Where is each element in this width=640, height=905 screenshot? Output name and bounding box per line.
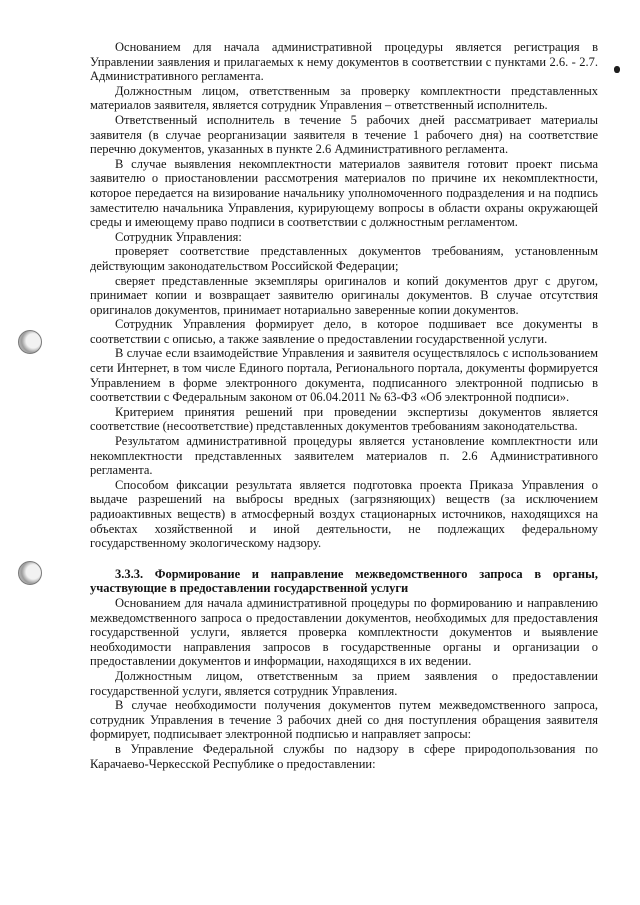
- paragraph-4: В случае выявления некомплектности материалов заявителя готовит проект письма заявителю о приостановлении рассмотрения материалов по причине их некомплектности, которое передается на визирование начальнику уполномоченного подразделения и на подпись заместителю начальника Управления, курирующему вопросы в области охраны окружающей среды и имеющему право подписи в соответствии с должностным регламентом.: [90, 156, 598, 230]
- paragraph-9: В случае если взаимодействие Управления и заявителя осуществлялось с использованием сети Интернет, в том числе Единого портала, Регионального портала, документы формируется Управлением в форме электронного документа, подписанного электронной подписью в соответствии с Федеральным законом от 06.04.2011 № 63-ФЗ «Об электронной подписи».: [90, 346, 598, 405]
- punch-hole-top: [18, 330, 42, 354]
- scan-speck: [614, 66, 620, 73]
- punch-hole-bottom: [18, 561, 42, 585]
- paragraph-2: Должностным лицом, ответственным за проверку комплектности представленных материалов заявителя, является сотрудник Управления – ответственный исполнитель.: [90, 83, 598, 113]
- paragraph-3: Ответственный исполнитель в течение 5 рабочих дней рассматривает материалы заявителя (в случае реорганизации заявителя в течение 1 рабочего дня) на соответствие перечню документов, указанных в пункте 2.6 Административного регламента.: [90, 112, 598, 157]
- paragraph-13: Основанием для начала административной процедуры по формированию и направлению межведомственного запроса о предоставлении документов, необходимых для предоставления государственной услуги, является проверка комплектности документов и выявление необходимости направления запросов в государственные органы и организации о предоставлении документов и информации, находящихся в их ведении.: [90, 595, 598, 669]
- paragraph-6: проверяет соответствие представленных документов требованиям, установленным действующим законодательством Российской Федерации;: [90, 244, 598, 273]
- paragraph-11: Результатом административной процедуры является установление комплектности или некомплектности представленных заявителем материалов п. 2.6 Административного регламента.: [90, 434, 598, 478]
- paragraph-10: Критерием принятия решений при проведении экспертизы документов является соответствие (несоответствие) представленных документов требованиям законодательства.: [90, 404, 598, 434]
- paragraph-5: Сотрудник Управления:: [115, 229, 242, 244]
- section-heading: 3.3.3. Формирование и направление межведомственного запроса в органы, участвующие в предоставлении государственной услуги: [90, 566, 598, 596]
- paragraph-12: Способом фиксации результата является подготовка проекта Приказа Управления о выдаче разрешений на выбросы вредных (загрязняющих) веществ (за исключением радиоактивных веществ) в атмосферный воздух стационарных источников, находящихся на объектах хозяйственной и иной деятельности, не подлежащих федеральному государственному экологическому надзору.: [90, 477, 598, 551]
- paragraph-7: сверяет представленные экземпляры оригиналов и копий документов друг с другом, принимает копии и возвращает заявителю оригиналы документов. В случае отсутствия оригиналов документов, принимает нотариально заверенные копии документов.: [90, 273, 598, 317]
- paragraph-16: в Управление Федеральной службы по надзору в сфере природопользования по Карачаево-Черкесской Республике о предоставлении:: [90, 741, 598, 771]
- paragraph-14: Должностным лицом, ответственным за прием заявления о предоставлении государственной услуги, является сотрудник Управления.: [90, 668, 598, 698]
- document-page: [90, 40, 598, 771]
- paragraph-8: Сотрудник Управления формирует дело, в которое подшивает все документы в соответствии с описью, а также заявление о предоставлении государственной услуги.: [90, 317, 598, 346]
- paragraph-15: В случае необходимости получения документов путем межведомственного запроса, сотрудник Управления в течение 3 рабочих дней со дня поступления обращения заявителя формирует, подписывает электронной подписью и направляет запросы:: [90, 698, 598, 742]
- paragraph-1: Основанием для начала административной процедуры является регистрация в Управлении заявления и прилагаемых к нему документов в соответствии с пунктами 2.6. - 2.7. Административного регламента.: [90, 40, 598, 84]
